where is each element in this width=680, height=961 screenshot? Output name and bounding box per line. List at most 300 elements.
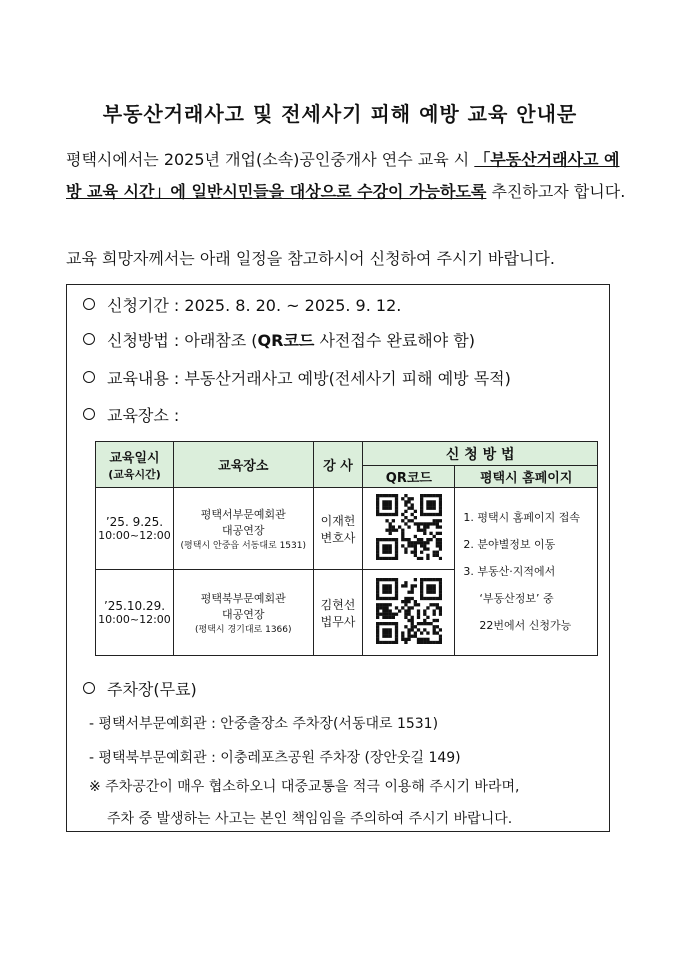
circle-bullet-icon xyxy=(83,371,95,383)
qr-module xyxy=(414,603,417,606)
qr-module xyxy=(407,525,410,528)
qr-module xyxy=(410,625,413,628)
qr-module xyxy=(407,497,410,500)
qr-module xyxy=(376,507,379,510)
qr-module xyxy=(426,522,429,525)
qr-module xyxy=(385,631,388,634)
qr-module xyxy=(420,641,423,644)
qr-module xyxy=(439,594,442,597)
qr-module xyxy=(385,584,388,587)
qr-module xyxy=(423,494,426,497)
parking-note xyxy=(89,771,599,835)
qr-module xyxy=(388,500,391,503)
qr-module xyxy=(439,578,442,581)
qr-module xyxy=(439,513,442,516)
schedule-table xyxy=(95,441,598,656)
qr-module xyxy=(376,510,379,513)
qr-module xyxy=(388,613,391,616)
page-title: 부동산거래사고 및 전세사기 피해 예방 교육 안내문 xyxy=(102,102,578,126)
qr-module xyxy=(420,581,423,584)
qr-module xyxy=(376,551,379,554)
intro-text: 평택시에서는 2025년 개업(소속)공인중개사 연수 교육 시 xyxy=(66,150,475,169)
circle-bullet-icon xyxy=(83,682,95,694)
qr-module xyxy=(429,503,432,506)
qr-module xyxy=(382,557,385,560)
qr-module xyxy=(404,551,407,554)
intro-emphasis: 「부동산거래사고 예방 교육 시간」에 일반시민들을 대상으로 수강이 가능하도록 xyxy=(66,150,620,201)
qr-module xyxy=(432,584,435,587)
qr-module xyxy=(410,584,413,587)
qr-module xyxy=(423,578,426,581)
qr-module xyxy=(420,578,423,581)
qr-module xyxy=(401,513,404,516)
qr-module xyxy=(388,609,391,612)
qr-module xyxy=(436,554,439,557)
qr-module xyxy=(407,591,410,594)
step-1: 1. 평택시 홈페이지 접속 xyxy=(463,511,580,524)
row1-lecturer: 이재헌 변호사 xyxy=(313,488,363,570)
parking-heading-text: 주차장(무료) xyxy=(107,680,197,699)
qr-module xyxy=(439,519,442,522)
qr-module xyxy=(420,513,423,516)
qr-module xyxy=(379,622,382,625)
qr-module xyxy=(439,510,442,513)
qr-module xyxy=(420,622,423,625)
qr-module xyxy=(395,507,398,510)
qr-module xyxy=(382,547,385,550)
qr-module xyxy=(382,606,385,609)
qr-module xyxy=(376,597,379,600)
qr-module xyxy=(404,538,407,541)
qr-module xyxy=(376,635,379,638)
qr-module xyxy=(429,494,432,497)
qr-module xyxy=(432,507,435,510)
qr-module xyxy=(385,494,388,497)
qr-module xyxy=(420,529,423,532)
qr-module xyxy=(401,529,404,532)
qr-module xyxy=(385,519,388,522)
qr-module xyxy=(398,609,401,612)
qr-module xyxy=(436,519,439,522)
application-period xyxy=(83,293,401,316)
qr-module xyxy=(439,635,442,638)
qr-module xyxy=(414,625,417,628)
qr-module xyxy=(436,525,439,528)
qr-module xyxy=(388,547,391,550)
qr-module xyxy=(426,547,429,550)
qr-module xyxy=(401,631,404,634)
qr-module xyxy=(385,641,388,644)
qr-module xyxy=(426,538,429,541)
qr-module xyxy=(426,616,429,619)
qr-module xyxy=(420,587,423,590)
parking-north: - 평택북부문예회관 : 이충레포츠공원 주차장 (장안웃길 149) xyxy=(89,750,461,766)
qr-module xyxy=(395,594,398,597)
qr-module xyxy=(385,616,388,619)
qr-module xyxy=(410,503,413,506)
qr-module xyxy=(429,641,432,644)
qr-module xyxy=(395,551,398,554)
qr-module xyxy=(417,613,420,616)
qr-module xyxy=(392,622,395,625)
qr-module xyxy=(376,513,379,516)
qr-module xyxy=(379,578,382,581)
qr-module xyxy=(385,597,388,600)
qr-module xyxy=(392,597,395,600)
qr-module xyxy=(407,619,410,622)
qr-module xyxy=(388,578,391,581)
qr-module xyxy=(382,587,385,590)
qr-module xyxy=(376,625,379,628)
qr-module xyxy=(439,606,442,609)
qr-module xyxy=(432,587,435,590)
qr-module xyxy=(436,641,439,644)
qr-module xyxy=(426,503,429,506)
qr-code-icon[interactable] xyxy=(376,494,442,560)
qr-module xyxy=(395,638,398,641)
qr-module xyxy=(439,507,442,510)
qr-module xyxy=(401,532,404,535)
qr-module xyxy=(388,591,391,594)
qr-module xyxy=(385,628,388,631)
qr-module xyxy=(429,513,432,516)
circle-bullet-icon xyxy=(83,408,95,420)
qr-module xyxy=(376,494,379,497)
header-place: 교육장소 xyxy=(173,442,313,488)
education-place xyxy=(83,403,179,426)
header-qr: QR코드 xyxy=(363,466,455,488)
qr-module xyxy=(382,507,385,510)
intro-paragraph xyxy=(66,144,626,208)
qr-module xyxy=(432,603,435,606)
qr-module xyxy=(432,641,435,644)
qr-module xyxy=(388,616,391,619)
qr-module xyxy=(385,529,388,532)
qr-module xyxy=(379,613,382,616)
qr-module xyxy=(385,578,388,581)
qr-module xyxy=(436,513,439,516)
qr-module xyxy=(382,584,385,587)
qr-module xyxy=(439,541,442,544)
qr-module xyxy=(407,597,410,600)
row1-qr xyxy=(363,488,455,570)
qr-module xyxy=(420,507,423,510)
qr-module xyxy=(407,631,410,634)
qr-module xyxy=(388,513,391,516)
qr-module xyxy=(388,587,391,590)
qr-module xyxy=(414,522,417,525)
qr-module xyxy=(414,516,417,519)
qr-module xyxy=(436,603,439,606)
qr-module xyxy=(426,578,429,581)
qr-module xyxy=(401,538,404,541)
qr-module xyxy=(423,513,426,516)
parking-heading xyxy=(83,677,197,700)
qr-module xyxy=(382,494,385,497)
qr-module xyxy=(432,628,435,631)
qr-module xyxy=(426,494,429,497)
qr-module xyxy=(395,591,398,594)
header-apply: 신 청 방 법 xyxy=(363,442,598,466)
qr-module xyxy=(385,544,388,547)
qr-module xyxy=(382,635,385,638)
row1-date: ’25. 9.25. 10:00~12:00 xyxy=(96,488,174,570)
qr-module xyxy=(423,609,426,612)
qr-module xyxy=(417,638,420,641)
qr-module xyxy=(420,544,423,547)
qr-module xyxy=(376,497,379,500)
qr-module xyxy=(388,603,391,606)
qr-module xyxy=(410,519,413,522)
education-place-label: 교육장소 : xyxy=(107,406,180,425)
qr-module xyxy=(382,500,385,503)
qr-module xyxy=(429,591,432,594)
qr-module xyxy=(385,603,388,606)
qr-module xyxy=(392,613,395,616)
qr-module xyxy=(382,631,385,634)
qr-module xyxy=(388,522,391,525)
qr-module xyxy=(392,525,395,528)
qr-module xyxy=(382,609,385,612)
qr-module xyxy=(388,544,391,547)
qr-module xyxy=(429,522,432,525)
qr-module xyxy=(414,584,417,587)
qr-module xyxy=(388,584,391,587)
qr-module xyxy=(439,581,442,584)
qr-module xyxy=(439,584,442,587)
qr-module xyxy=(401,600,404,603)
qr-module xyxy=(410,622,413,625)
qr-module xyxy=(385,606,388,609)
qr-module xyxy=(439,591,442,594)
qr-module xyxy=(407,519,410,522)
qr-module xyxy=(401,535,404,538)
qr-module xyxy=(388,525,391,528)
qr-module xyxy=(404,600,407,603)
qr-module xyxy=(429,532,432,535)
qr-module xyxy=(432,625,435,628)
qr-module xyxy=(382,613,385,616)
qr-module xyxy=(436,631,439,634)
step-3-end: 22번에서 신청가능 xyxy=(479,619,572,632)
qr-module xyxy=(417,529,420,532)
qr-module xyxy=(417,538,420,541)
qr-module xyxy=(379,603,382,606)
qr-module xyxy=(429,622,432,625)
qr-module xyxy=(432,494,435,497)
qr-module xyxy=(407,500,410,503)
qr-module xyxy=(439,609,442,612)
qr-module xyxy=(385,635,388,638)
qr-module xyxy=(423,541,426,544)
qr-module xyxy=(414,554,417,557)
qr-module xyxy=(426,513,429,516)
qr-module xyxy=(404,638,407,641)
qr-module xyxy=(420,500,423,503)
qr-module xyxy=(439,497,442,500)
education-content xyxy=(83,366,511,389)
qr-module xyxy=(376,547,379,550)
education-content-text: 교육내용 : 부동산거래사고 예방(전세사기 피해 예방 목적) xyxy=(107,369,511,388)
qr-module xyxy=(382,578,385,581)
qr-module xyxy=(376,538,379,541)
qr-module xyxy=(436,551,439,554)
application-period-text: 신청기간 : 2025. 8. 20. ~ 2025. 9. 12. xyxy=(107,296,402,315)
qr-module xyxy=(436,597,439,600)
application-method xyxy=(83,328,475,351)
qr-module xyxy=(426,500,429,503)
qr-module xyxy=(385,547,388,550)
qr-module xyxy=(410,616,413,619)
qr-module xyxy=(439,525,442,528)
qr-module xyxy=(423,619,426,622)
qr-module xyxy=(379,597,382,600)
qr-module xyxy=(439,500,442,503)
qr-module xyxy=(420,584,423,587)
qr-module xyxy=(395,625,398,628)
qr-module xyxy=(395,584,398,587)
qr-module xyxy=(392,538,395,541)
qr-module xyxy=(407,541,410,544)
qr-module xyxy=(382,641,385,644)
qr-module xyxy=(417,525,420,528)
qr-module xyxy=(439,638,442,641)
qr-module xyxy=(395,631,398,634)
circle-bullet-icon xyxy=(83,333,95,345)
qr-module xyxy=(407,538,410,541)
circle-bullet-icon xyxy=(83,298,95,310)
qr-module xyxy=(432,513,435,516)
qr-module xyxy=(432,519,435,522)
qr-module xyxy=(404,613,407,616)
qr-module xyxy=(426,597,429,600)
qr-module xyxy=(410,544,413,547)
qr-module xyxy=(420,594,423,597)
qr-module xyxy=(376,603,379,606)
qr-module xyxy=(404,597,407,600)
qr-module xyxy=(432,591,435,594)
qr-module xyxy=(392,557,395,560)
qr-module xyxy=(401,584,404,587)
qr-module xyxy=(417,541,420,544)
qr-module xyxy=(395,613,398,616)
qr-module xyxy=(423,628,426,631)
qr-module xyxy=(395,544,398,547)
step-2: 2. 분야별정보 이동 xyxy=(463,538,556,551)
qr-module xyxy=(426,525,429,528)
qr-module xyxy=(376,628,379,631)
qr-module xyxy=(436,544,439,547)
qr-module xyxy=(398,525,401,528)
qr-module xyxy=(395,641,398,644)
qr-module xyxy=(426,638,429,641)
qr-module xyxy=(404,625,407,628)
row2-place: 평택북부문예회관 대공연장 (평택시 경기대로 1366) xyxy=(173,570,313,656)
qr-module xyxy=(432,500,435,503)
qr-module xyxy=(423,622,426,625)
qr-module xyxy=(385,613,388,616)
intro-request: 교육 희망자께서는 아래 일정을 참고하시어 신청하여 주시기 바랍니다. xyxy=(66,249,555,268)
qr-module xyxy=(420,510,423,513)
qr-module xyxy=(429,578,432,581)
qr-module xyxy=(426,631,429,634)
qr-module xyxy=(379,538,382,541)
qr-module xyxy=(410,591,413,594)
qr-module xyxy=(417,557,420,560)
homepage-steps xyxy=(455,488,598,656)
qr-module xyxy=(429,584,432,587)
qr-module xyxy=(388,631,391,634)
qr-module xyxy=(410,551,413,554)
qr-module xyxy=(388,494,391,497)
qr-module xyxy=(426,641,429,644)
qr-module xyxy=(404,609,407,612)
qr-module xyxy=(423,525,426,528)
qr-module xyxy=(376,544,379,547)
qr-module xyxy=(407,606,410,609)
qr-module xyxy=(395,578,398,581)
qr-module xyxy=(395,529,398,532)
qr-module xyxy=(436,538,439,541)
qr-module xyxy=(376,503,379,506)
header-lecturer: 강 사 xyxy=(313,442,363,488)
qr-module xyxy=(414,547,417,550)
qr-module xyxy=(388,557,391,560)
qr-code-icon[interactable] xyxy=(376,578,442,644)
qr-module xyxy=(423,544,426,547)
qr-module xyxy=(388,507,391,510)
qr-module xyxy=(423,613,426,616)
qr-module xyxy=(376,606,379,609)
qr-module xyxy=(420,551,423,554)
qr-module xyxy=(376,587,379,590)
qr-module xyxy=(385,500,388,503)
qr-module xyxy=(426,606,429,609)
qr-module xyxy=(395,554,398,557)
qr-module xyxy=(414,578,417,581)
qr-module xyxy=(407,635,410,638)
qr-module xyxy=(417,616,420,619)
qr-module xyxy=(407,628,410,631)
qr-module xyxy=(432,613,435,616)
qr-module xyxy=(417,603,420,606)
qr-module xyxy=(392,529,395,532)
step-3-cont: ‘부동산정보’ 중 xyxy=(479,592,554,605)
qr-module xyxy=(392,641,395,644)
qr-module xyxy=(404,616,407,619)
qr-module xyxy=(407,544,410,547)
qr-module xyxy=(392,578,395,581)
qr-module xyxy=(382,591,385,594)
qr-module xyxy=(376,554,379,557)
qr-module xyxy=(420,538,423,541)
qr-module xyxy=(376,613,379,616)
qr-module xyxy=(376,578,379,581)
qr-module xyxy=(388,622,391,625)
qr-module xyxy=(376,622,379,625)
qr-module xyxy=(439,547,442,550)
qr-module xyxy=(410,619,413,622)
qr-module xyxy=(388,628,391,631)
qr-module xyxy=(392,519,395,522)
qr-module xyxy=(423,641,426,644)
qr-module xyxy=(382,551,385,554)
qr-module xyxy=(417,628,420,631)
qr-module xyxy=(407,507,410,510)
qr-module xyxy=(376,631,379,634)
qr-module xyxy=(404,581,407,584)
method-text: 신청방법 : 아래참조 ( xyxy=(107,331,258,350)
